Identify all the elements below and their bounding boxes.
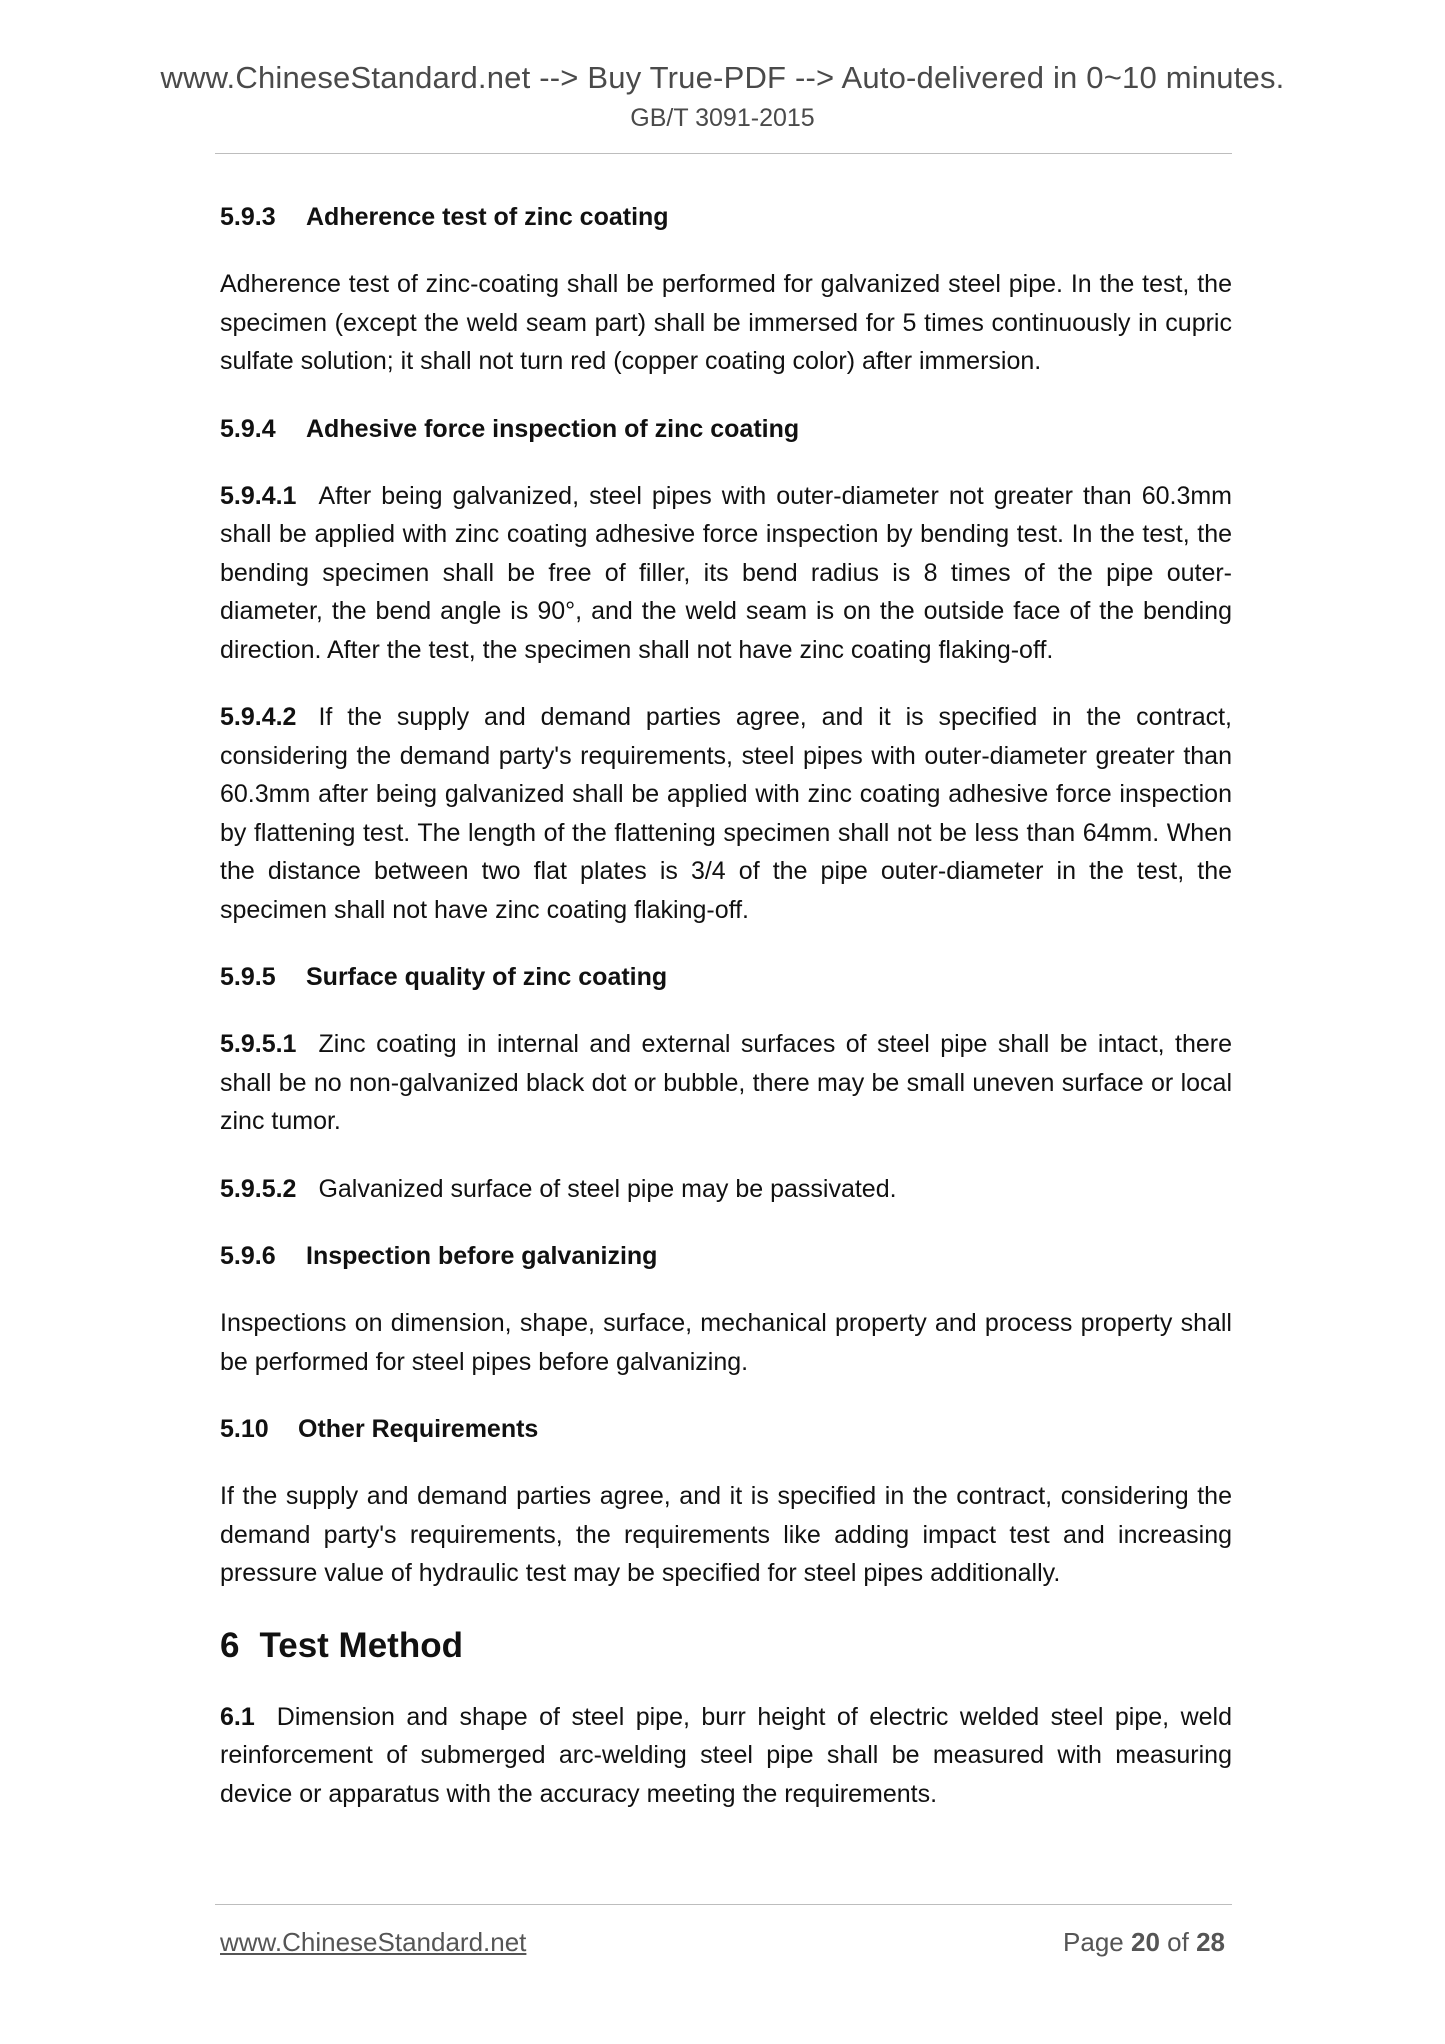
- heading-5-9-5: [220, 958, 1232, 996]
- section-title: Surface quality of zinc coating: [306, 963, 668, 991]
- paragraph-5-9-5-2: [220, 1170, 1232, 1209]
- section-title: Adherence test of zinc coating: [306, 203, 669, 231]
- page-label: Page: [1063, 1927, 1124, 1957]
- paragraph-5-9-4-2: [220, 698, 1232, 929]
- page-current: 20: [1131, 1927, 1160, 1957]
- page-total: 28: [1196, 1927, 1225, 1957]
- section-title: Other Requirements: [298, 1415, 539, 1443]
- chapter-number: 6: [220, 1625, 240, 1665]
- clause-number: 5.9.5.1: [220, 1030, 297, 1058]
- heading-5-9-3: [220, 198, 1232, 236]
- section-number: 5.9.5: [220, 963, 276, 991]
- heading-5-9-6: [220, 1237, 1232, 1275]
- clause-text: Zinc coating in internal and external surfaces of steel pipe shall be intact, there shall be no non-galvanized black dot or bubble, there may be small uneven surface or local zinc tumor.: [220, 1030, 1232, 1135]
- clause-number: 5.9.5.2: [220, 1174, 297, 1203]
- document-id: GB/T 3091-2015: [630, 104, 815, 132]
- clause-number: 6.1: [220, 1702, 255, 1731]
- footer-divider: [215, 1904, 1232, 1905]
- site-banner[interactable]: www.ChineseStandard.net --> Buy True-PDF --> Auto-delivered in 0~10 minutes.: [160, 60, 1285, 95]
- heading-5-10: [220, 1410, 1232, 1448]
- section-number: 5.9.4: [220, 414, 276, 443]
- paragraph-5-9-4-1: [220, 477, 1232, 670]
- page-body: [220, 198, 1232, 1842]
- paragraph-5-9-6: Inspections on dimension, shape, surface, mechanical property and process property shall be performed for steel pipes before galvanizing.: [220, 1309, 1232, 1376]
- section-title: Adhesive force inspection of zinc coating: [306, 414, 800, 443]
- paragraph-6-1: [220, 1698, 1232, 1814]
- heading-5-9-4: [220, 410, 1232, 448]
- page-of: of: [1167, 1927, 1189, 1957]
- footer-site-link[interactable]: www.ChineseStandard.net: [220, 1927, 527, 1957]
- paragraph-5-9-3: Adherence test of zinc-coating shall be performed for galvanized steel pipe. In the test, the specimen (except the weld seam part) shall be immersed for 5 times continuously in cupric sulfate solution; it shall not turn red (copper coating color) after immersion.: [220, 270, 1232, 375]
- clause-number: 5.9.4.1: [220, 481, 297, 510]
- paragraph-5-10: If the supply and demand parties agree, and it is specified in the contract, considering the demand party's requirements, the requirements like adding impact test and increasing pressure value of hydraulic test may be specified for steel pipes additionally.: [220, 1482, 1232, 1587]
- section-number: 5.10: [220, 1415, 269, 1443]
- clause-text: After being galvanized, steel pipes with outer-diameter not greater than 60.3mm shall be applied with zinc coating adhesive force inspection by bending test. In the test, the bending specimen shall be free of filler, its bend radius is 8 times of the pipe outer-diameter, the bend angle is 90°, and the weld seam is on the outside face of the bending direction. After the test, the specimen shall not have zinc coating flaking-off.: [220, 481, 1232, 664]
- clause-text: If the supply and demand parties agree, and it is specified in the contract, considering the demand party's requirements, steel pipes with outer-diameter greater than 60.3mm after being galvanized shall be applied with zinc coating adhesive force inspection by flattening test. The length of the flattening specimen shall not be less than 64mm. When the distance between two flat plates is 3/4 of the pipe outer-diameter in the test, the specimen shall not have zinc coating flaking-off.: [220, 703, 1232, 924]
- page-indicator: [1063, 1927, 1225, 1958]
- chapter-title: Test Method: [259, 1625, 463, 1665]
- heading-6: [220, 1622, 1232, 1670]
- section-number: 5.9.6: [220, 1242, 276, 1270]
- clause-text: Dimension and shape of steel pipe, burr height of electric welded steel pipe, weld reinforcement of submerged arc-welding steel pipe shall be measured with measuring device or apparatus with the accuracy meeting the requirements.: [220, 1702, 1232, 1808]
- clause-number: 5.9.4.2: [220, 703, 297, 731]
- section-number: 5.9.3: [220, 203, 276, 231]
- header-divider: [215, 153, 1232, 154]
- clause-text: Galvanized surface of steel pipe may be passivated.: [318, 1174, 897, 1203]
- paragraph-5-9-5-1: [220, 1025, 1232, 1141]
- section-title: Inspection before galvanizing: [306, 1242, 658, 1270]
